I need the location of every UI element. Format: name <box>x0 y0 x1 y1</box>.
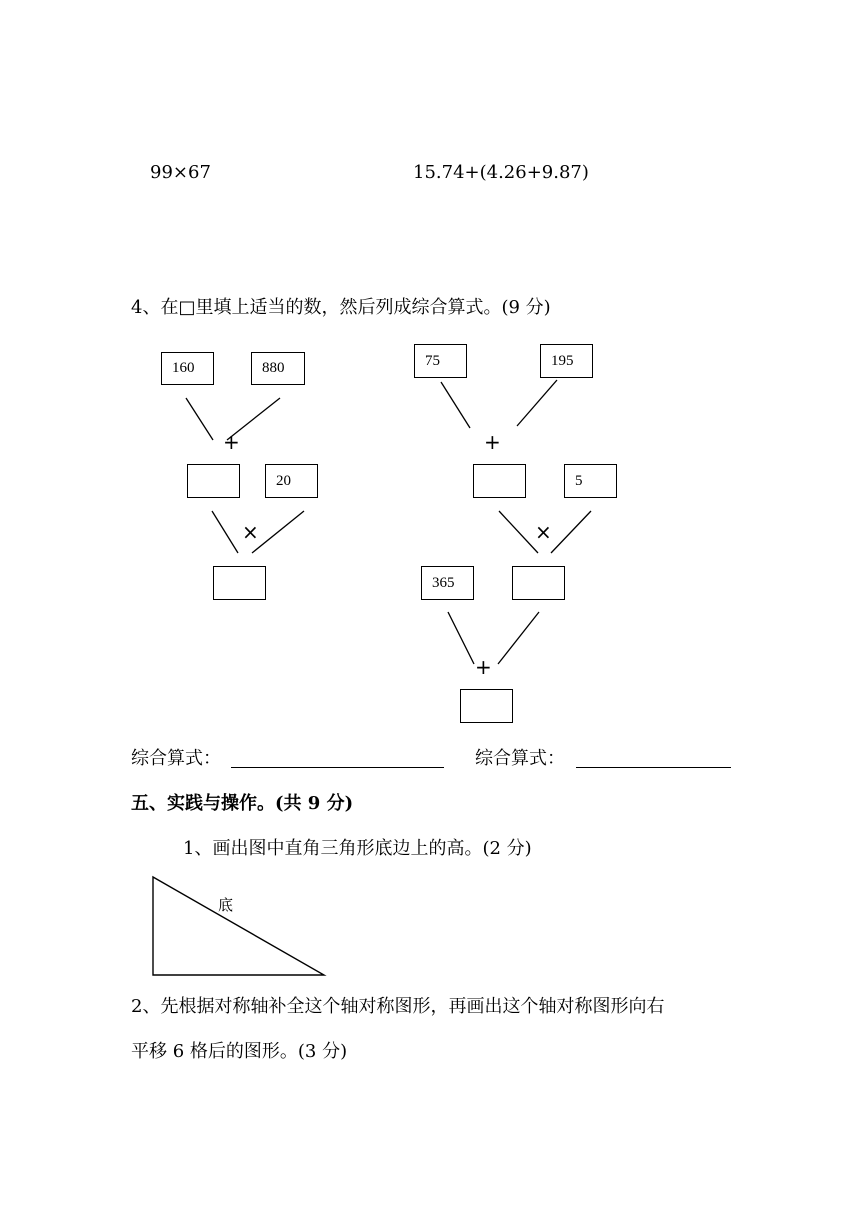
box-5: 5 <box>564 464 617 498</box>
box-195: 195 <box>540 344 593 378</box>
times-operator-right: × <box>535 520 552 544</box>
question-5-2-line1: 2、先根据对称轴补全这个轴对称图形，再画出这个轴对称图形向右 <box>131 996 665 1017</box>
box-365: 365 <box>421 566 474 600</box>
box-20: 20 <box>265 464 318 498</box>
times-operator-left: × <box>242 520 259 544</box>
answer-label-left: 综合算式： <box>131 748 221 769</box>
question-5-1: 1、画出图中直角三角形底边上的高。(2 分) <box>183 838 532 859</box>
question-4-title: 4、在□里填上适当的数，然后列成综合算式。(9 分) <box>131 297 551 318</box>
section-5-title: 五、实践与操作。(共 9 分) <box>131 793 354 814</box>
plus-operator-left: + <box>223 430 240 454</box>
box-880: 880 <box>251 352 305 385</box>
question-5-2-line2: 平移 6 格后的图形。(3 分) <box>131 1041 348 1062</box>
triangle-base-label: 底 <box>218 896 234 914</box>
answer-label-right: 综合算式： <box>475 748 565 769</box>
plus-operator-bottom: + <box>475 655 492 679</box>
plus-operator-right: + <box>484 430 501 454</box>
box-75: 75 <box>414 344 467 378</box>
expression-99x67: 99×67 <box>150 162 211 183</box>
right-triangle <box>153 877 324 975</box>
box-160: 160 <box>161 352 214 385</box>
expression-sum: 15.74+(4.26+9.87) <box>413 162 589 183</box>
